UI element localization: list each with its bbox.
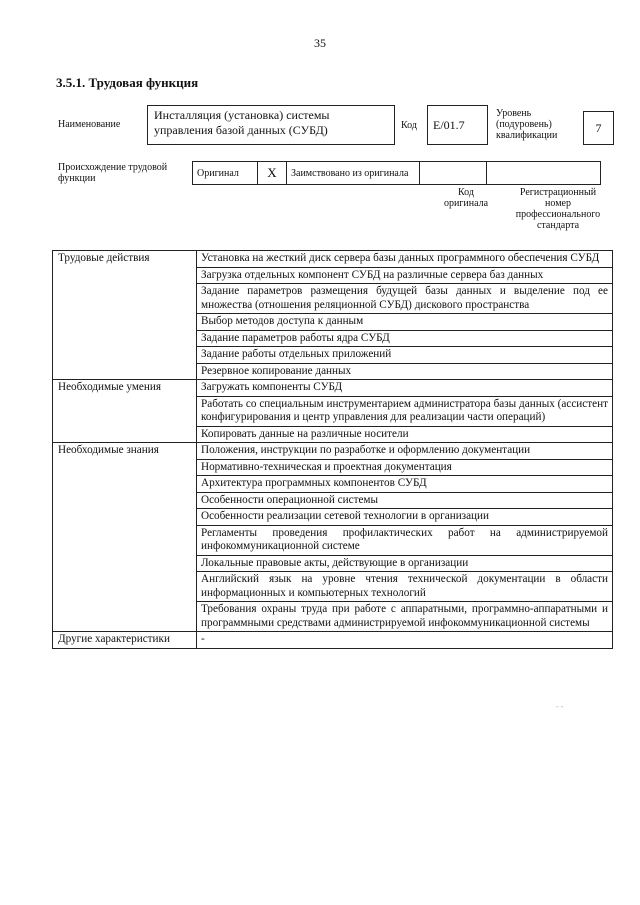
origin-label: Происхождение трудовой функции <box>58 162 168 184</box>
section-title-cell: Необходимые умения <box>53 380 197 443</box>
borrowed-cell: Заимствовано из оригинала <box>287 162 420 185</box>
code-label: Код <box>401 120 417 131</box>
origin-code-cell <box>420 162 487 185</box>
table-row <box>53 443 613 460</box>
section-item: Копировать данные на различные носители <box>197 426 613 443</box>
section-item: Особенности реализации сетевой технологии в организации <box>197 509 613 526</box>
table-row <box>53 380 613 397</box>
section-title: 3.5.1. Трудовая функция <box>56 75 199 90</box>
name-label: Наименование <box>58 119 121 130</box>
table-row <box>53 632 613 649</box>
section-item: Загрузка отдельных компонент СУБД на различные сервера баз данных <box>197 267 613 284</box>
section-title-cell: Необходимые знания <box>53 443 197 632</box>
section-item: Резервное копирование данных <box>197 363 613 380</box>
section-item: Нормативно-техническая и проектная документация <box>197 459 613 476</box>
table-row <box>53 251 613 268</box>
section-item: Установка на жесткий диск сервера базы данных программного обеспечения СУБД <box>197 251 613 268</box>
section-item: Задание параметров размещения будущей базы данных и выделение под ее множества (отношения реляционной СУБД) дискового пространства <box>197 284 613 314</box>
function-name-box: Инсталляция (установка) системы управления базой данных (СУБД) <box>147 105 395 145</box>
function-code-box: E/01.7 <box>427 105 488 145</box>
section-title-cell: Трудовые действия <box>53 251 197 380</box>
code-caption: Код оригинала <box>443 187 489 209</box>
reg-number-caption: Регистрационный номер профессионального стандарта <box>515 187 601 231</box>
section-title-cell: Другие характеристики <box>53 632 197 649</box>
section-item: - <box>197 632 613 649</box>
section-item: Задание работы отдельных приложений <box>197 347 613 364</box>
section-item: Задание параметров работы ядра СУБД <box>197 330 613 347</box>
origin-reg-cell <box>487 162 601 185</box>
original-mark: X <box>258 162 287 185</box>
section-item: Работать со специальным инструментарием администратора базы данных (ассистент конфигурирования и центр управления для реализации части операций) <box>197 396 613 426</box>
section-item: Локальные правовые акты, действующие в организации <box>197 555 613 572</box>
section-item: Выбор методов доступа к данным <box>197 314 613 331</box>
origin-table <box>192 161 601 185</box>
competency-table <box>52 250 613 649</box>
section-item: Регламенты проведения профилактических работ на администрируемой инфокоммуникационной системе <box>197 525 613 555</box>
section-item: Особенности операционной системы <box>197 492 613 509</box>
original-cell: Оригинал <box>193 162 258 185</box>
section-item: Загружать компоненты СУБД <box>197 380 613 397</box>
section-item: Английский язык на уровне чтения технической документации в области информационных и компьютерных технологий <box>197 572 613 602</box>
qualification-level-box: 7 <box>583 111 614 145</box>
section-item: Положения, инструкции по разработке и оформлению документации <box>197 443 613 460</box>
scan-artifact: - - <box>556 702 564 711</box>
level-label: Уровень (подуровень) квалификации <box>496 108 558 141</box>
page-number: 35 <box>314 36 326 50</box>
section-item: Архитектура программных компонентов СУБД <box>197 476 613 493</box>
section-item: Требования охраны труда при работе с аппаратными, программно-аппаратными и программными средствами администрируемой инфокоммуникационной системы <box>197 602 613 632</box>
